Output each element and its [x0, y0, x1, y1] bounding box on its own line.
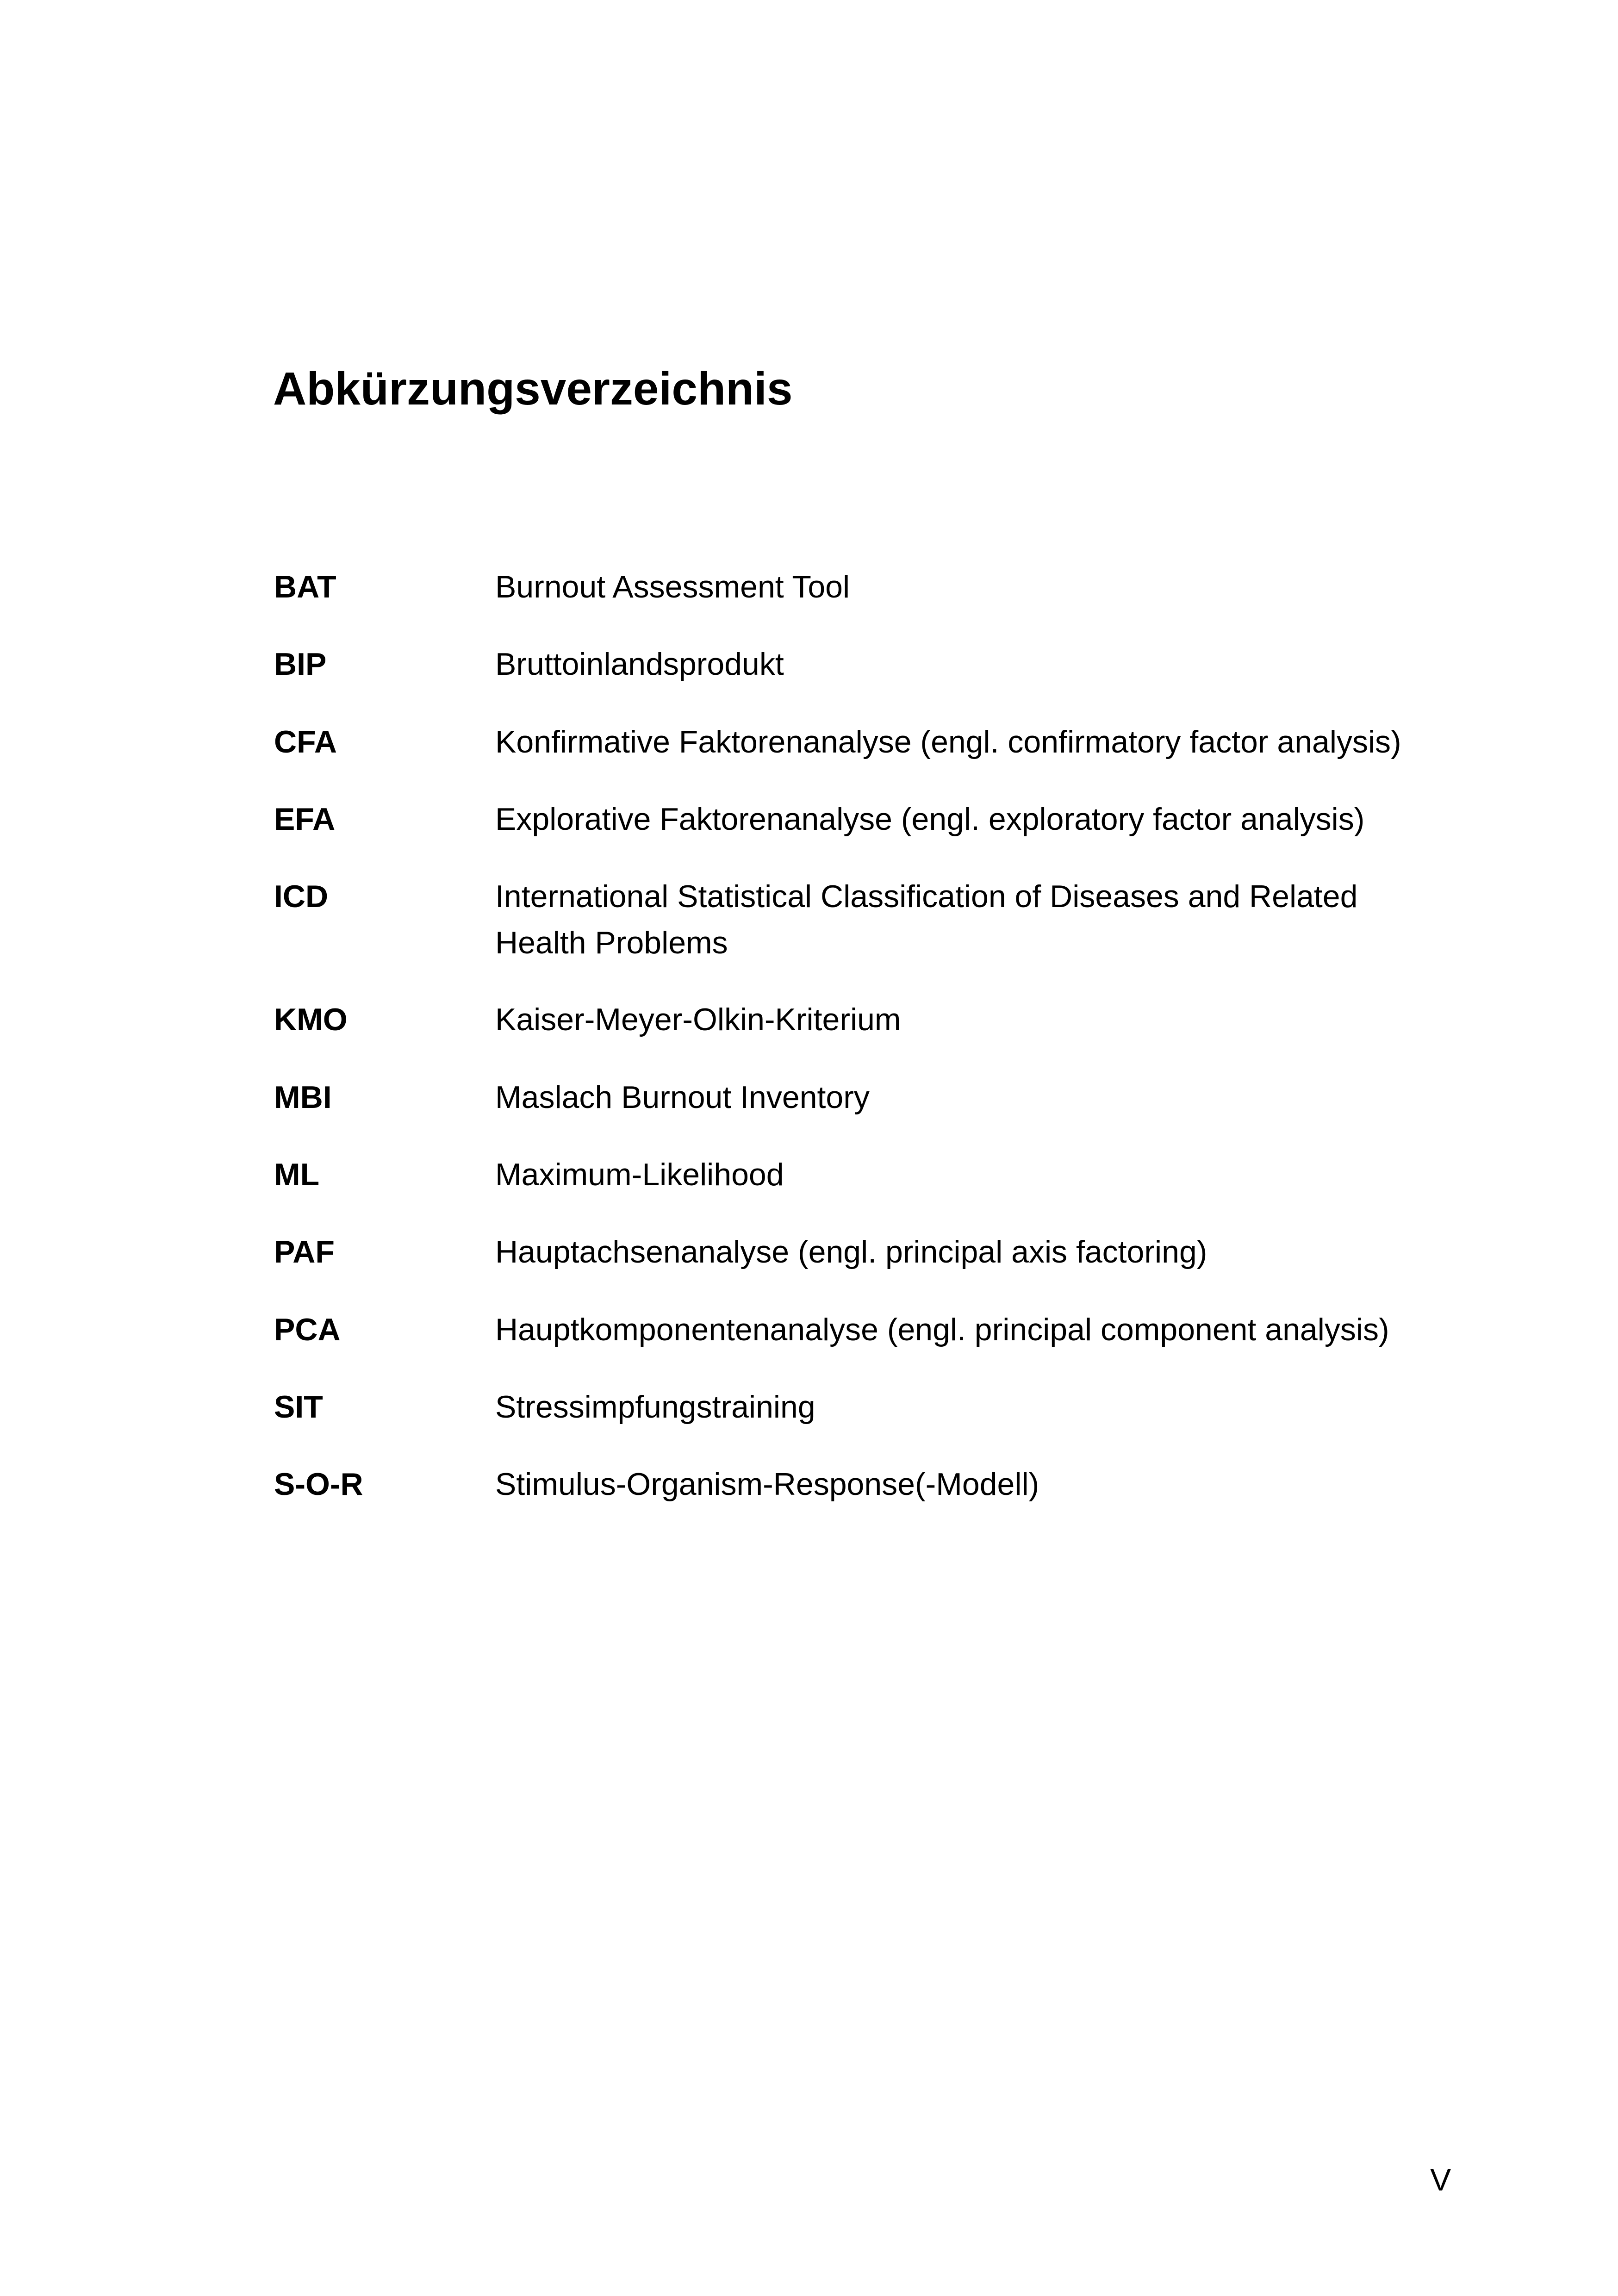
abbreviation-term: CFA: [274, 724, 337, 759]
abbreviation-definition: Maximum-Likelihood: [495, 1157, 784, 1192]
abbreviation-term: ML: [274, 1157, 320, 1192]
abbreviation-definition: Hauptkomponentenanalyse (engl. principal component analysis): [495, 1312, 1389, 1347]
abbreviation-term: BAT: [274, 569, 336, 604]
abbreviation-definition: Explorative Faktorenanalyse (engl. exploratory factor analysis): [495, 802, 1365, 837]
abbreviation-definition: Konfirmative Faktorenanalyse (engl. confirmatory factor analysis): [495, 724, 1401, 759]
page-title: Abkürzungsverzeichnis: [273, 363, 793, 415]
abbreviation-term: PCA: [274, 1312, 341, 1347]
abbreviation-definition: Stimulus-Organism-Response(-Modell): [495, 1467, 1039, 1502]
abbreviation-definition: Maslach Burnout Inventory: [495, 1080, 870, 1115]
abbreviation-definition: Stressimpfungstraining: [495, 1389, 815, 1425]
abbreviation-term: PAF: [274, 1234, 335, 1269]
abbreviation-term: MBI: [274, 1080, 332, 1115]
abbreviation-term: SIT: [274, 1389, 323, 1425]
abbreviation-term: BIP: [274, 647, 327, 682]
page-number: V: [1430, 2162, 1451, 2197]
abbreviation-definition: Burnout Assessment Tool: [495, 569, 850, 604]
abbreviation-term: S-O-R: [274, 1467, 363, 1502]
abbreviation-term: KMO: [274, 1002, 348, 1037]
abbreviation-definition: Hauptachsenanalyse (engl. principal axis factoring): [495, 1234, 1207, 1269]
abbreviation-term: ICD: [274, 879, 329, 914]
abbreviation-definition: International Statistical Classification of Diseases and Related Health Problems: [495, 879, 1358, 960]
abbreviation-definition: Bruttoinlandsprodukt: [495, 647, 784, 682]
abbreviation-definition: Kaiser-Meyer-Olkin-Kriterium: [495, 1002, 901, 1037]
abbreviation-term: EFA: [274, 802, 336, 837]
